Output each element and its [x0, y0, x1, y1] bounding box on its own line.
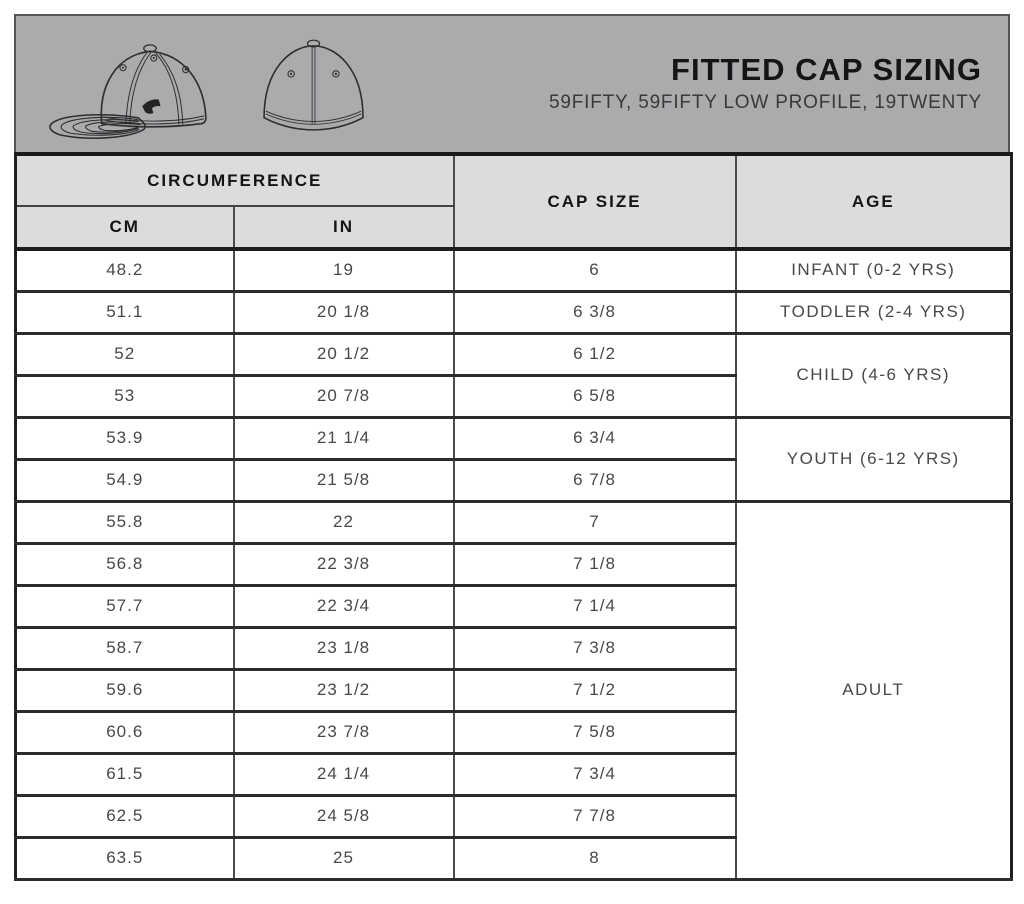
in-cell: 19: [234, 249, 454, 291]
cm-cell: 60.6: [16, 711, 234, 753]
in-cell: 21 5/8: [234, 459, 454, 501]
in-cell: 25: [234, 837, 454, 879]
cm-cell: 51.1: [16, 291, 234, 333]
cm-cell: 53.9: [16, 417, 234, 459]
age-cell: CHILD (4-6 YRS): [736, 333, 1012, 417]
in-cell: 21 1/4: [234, 417, 454, 459]
cm-cell: 55.8: [16, 501, 234, 543]
age-cell: TODDLER (2-4 YRS): [736, 291, 1012, 333]
cm-cell: 59.6: [16, 669, 234, 711]
cap-size-cell: 7 3/4: [454, 753, 736, 795]
in-cell: 20 1/2: [234, 333, 454, 375]
cm-cell: 48.2: [16, 249, 234, 291]
table-row: [16, 333, 1012, 375]
in-cell: 23 7/8: [234, 711, 454, 753]
table-row: [16, 417, 1012, 459]
in-cell: 20 1/8: [234, 291, 454, 333]
cm-cell: 58.7: [16, 627, 234, 669]
cap-size-cell: 8: [454, 837, 736, 879]
cap-size-cell: 6 3/4: [454, 417, 736, 459]
column-header-age: AGE: [736, 154, 1012, 249]
column-header-cm: CM: [16, 206, 234, 249]
column-header-cap-size: CAP SIZE: [454, 154, 736, 249]
header-band: [14, 14, 1010, 152]
in-cell: 20 7/8: [234, 375, 454, 417]
cap-illustrations: [42, 28, 378, 144]
cap-size-cell: 6 3/8: [454, 291, 736, 333]
in-cell: 23 1/8: [234, 627, 454, 669]
cap-size-cell: 7 1/8: [454, 543, 736, 585]
cap-size-cell: 6 5/8: [454, 375, 736, 417]
in-cell: 24 5/8: [234, 795, 454, 837]
in-cell: 22 3/8: [234, 543, 454, 585]
cap-size-cell: 6 1/2: [454, 333, 736, 375]
in-cell: 22 3/4: [234, 585, 454, 627]
table-row: [16, 291, 1012, 333]
cm-cell: 57.7: [16, 585, 234, 627]
page-title: FITTED CAP SIZING: [671, 51, 982, 87]
in-cell: 24 1/4: [234, 753, 454, 795]
table-row: [16, 501, 1012, 543]
cm-cell: 63.5: [16, 837, 234, 879]
size-table: [14, 152, 1013, 881]
age-cell: ADULT: [736, 501, 1012, 879]
cm-cell: 62.5: [16, 795, 234, 837]
page-subtitle: 59FIFTY, 59FIFTY LOW PROFILE, 19TWENTY: [548, 92, 982, 114]
cap-size-cell: 7 1/2: [454, 669, 736, 711]
cap-size-cell: 7 1/4: [454, 585, 736, 627]
cap-size-cell: 6: [454, 249, 736, 291]
cap-front-view-icon: [250, 30, 378, 142]
column-header-circumference: CIRCUMFERENCE: [16, 154, 454, 206]
title-block: [549, 52, 982, 117]
cm-cell: 52: [16, 333, 234, 375]
cap-side-view-icon: [42, 28, 230, 144]
in-cell: 22: [234, 501, 454, 543]
cap-size-cell: 7: [454, 501, 736, 543]
cm-cell: 54.9: [16, 459, 234, 501]
age-cell: YOUTH (6-12 YRS): [736, 417, 1012, 501]
cm-cell: 56.8: [16, 543, 234, 585]
cap-size-cell: 7 3/8: [454, 627, 736, 669]
size-table-header: [16, 154, 1012, 249]
cm-cell: 53: [16, 375, 234, 417]
in-cell: 23 1/2: [234, 669, 454, 711]
cap-size-cell: 7 7/8: [454, 795, 736, 837]
brand-flag-logo: [142, 99, 160, 113]
column-header-in: IN: [234, 206, 454, 249]
table-row: [16, 249, 1012, 291]
cap-size-cell: 6 7/8: [454, 459, 736, 501]
cap-size-cell: 7 5/8: [454, 711, 736, 753]
age-cell: INFANT (0-2 YRS): [736, 249, 1012, 291]
size-table-body: [16, 249, 1012, 879]
cm-cell: 61.5: [16, 753, 234, 795]
